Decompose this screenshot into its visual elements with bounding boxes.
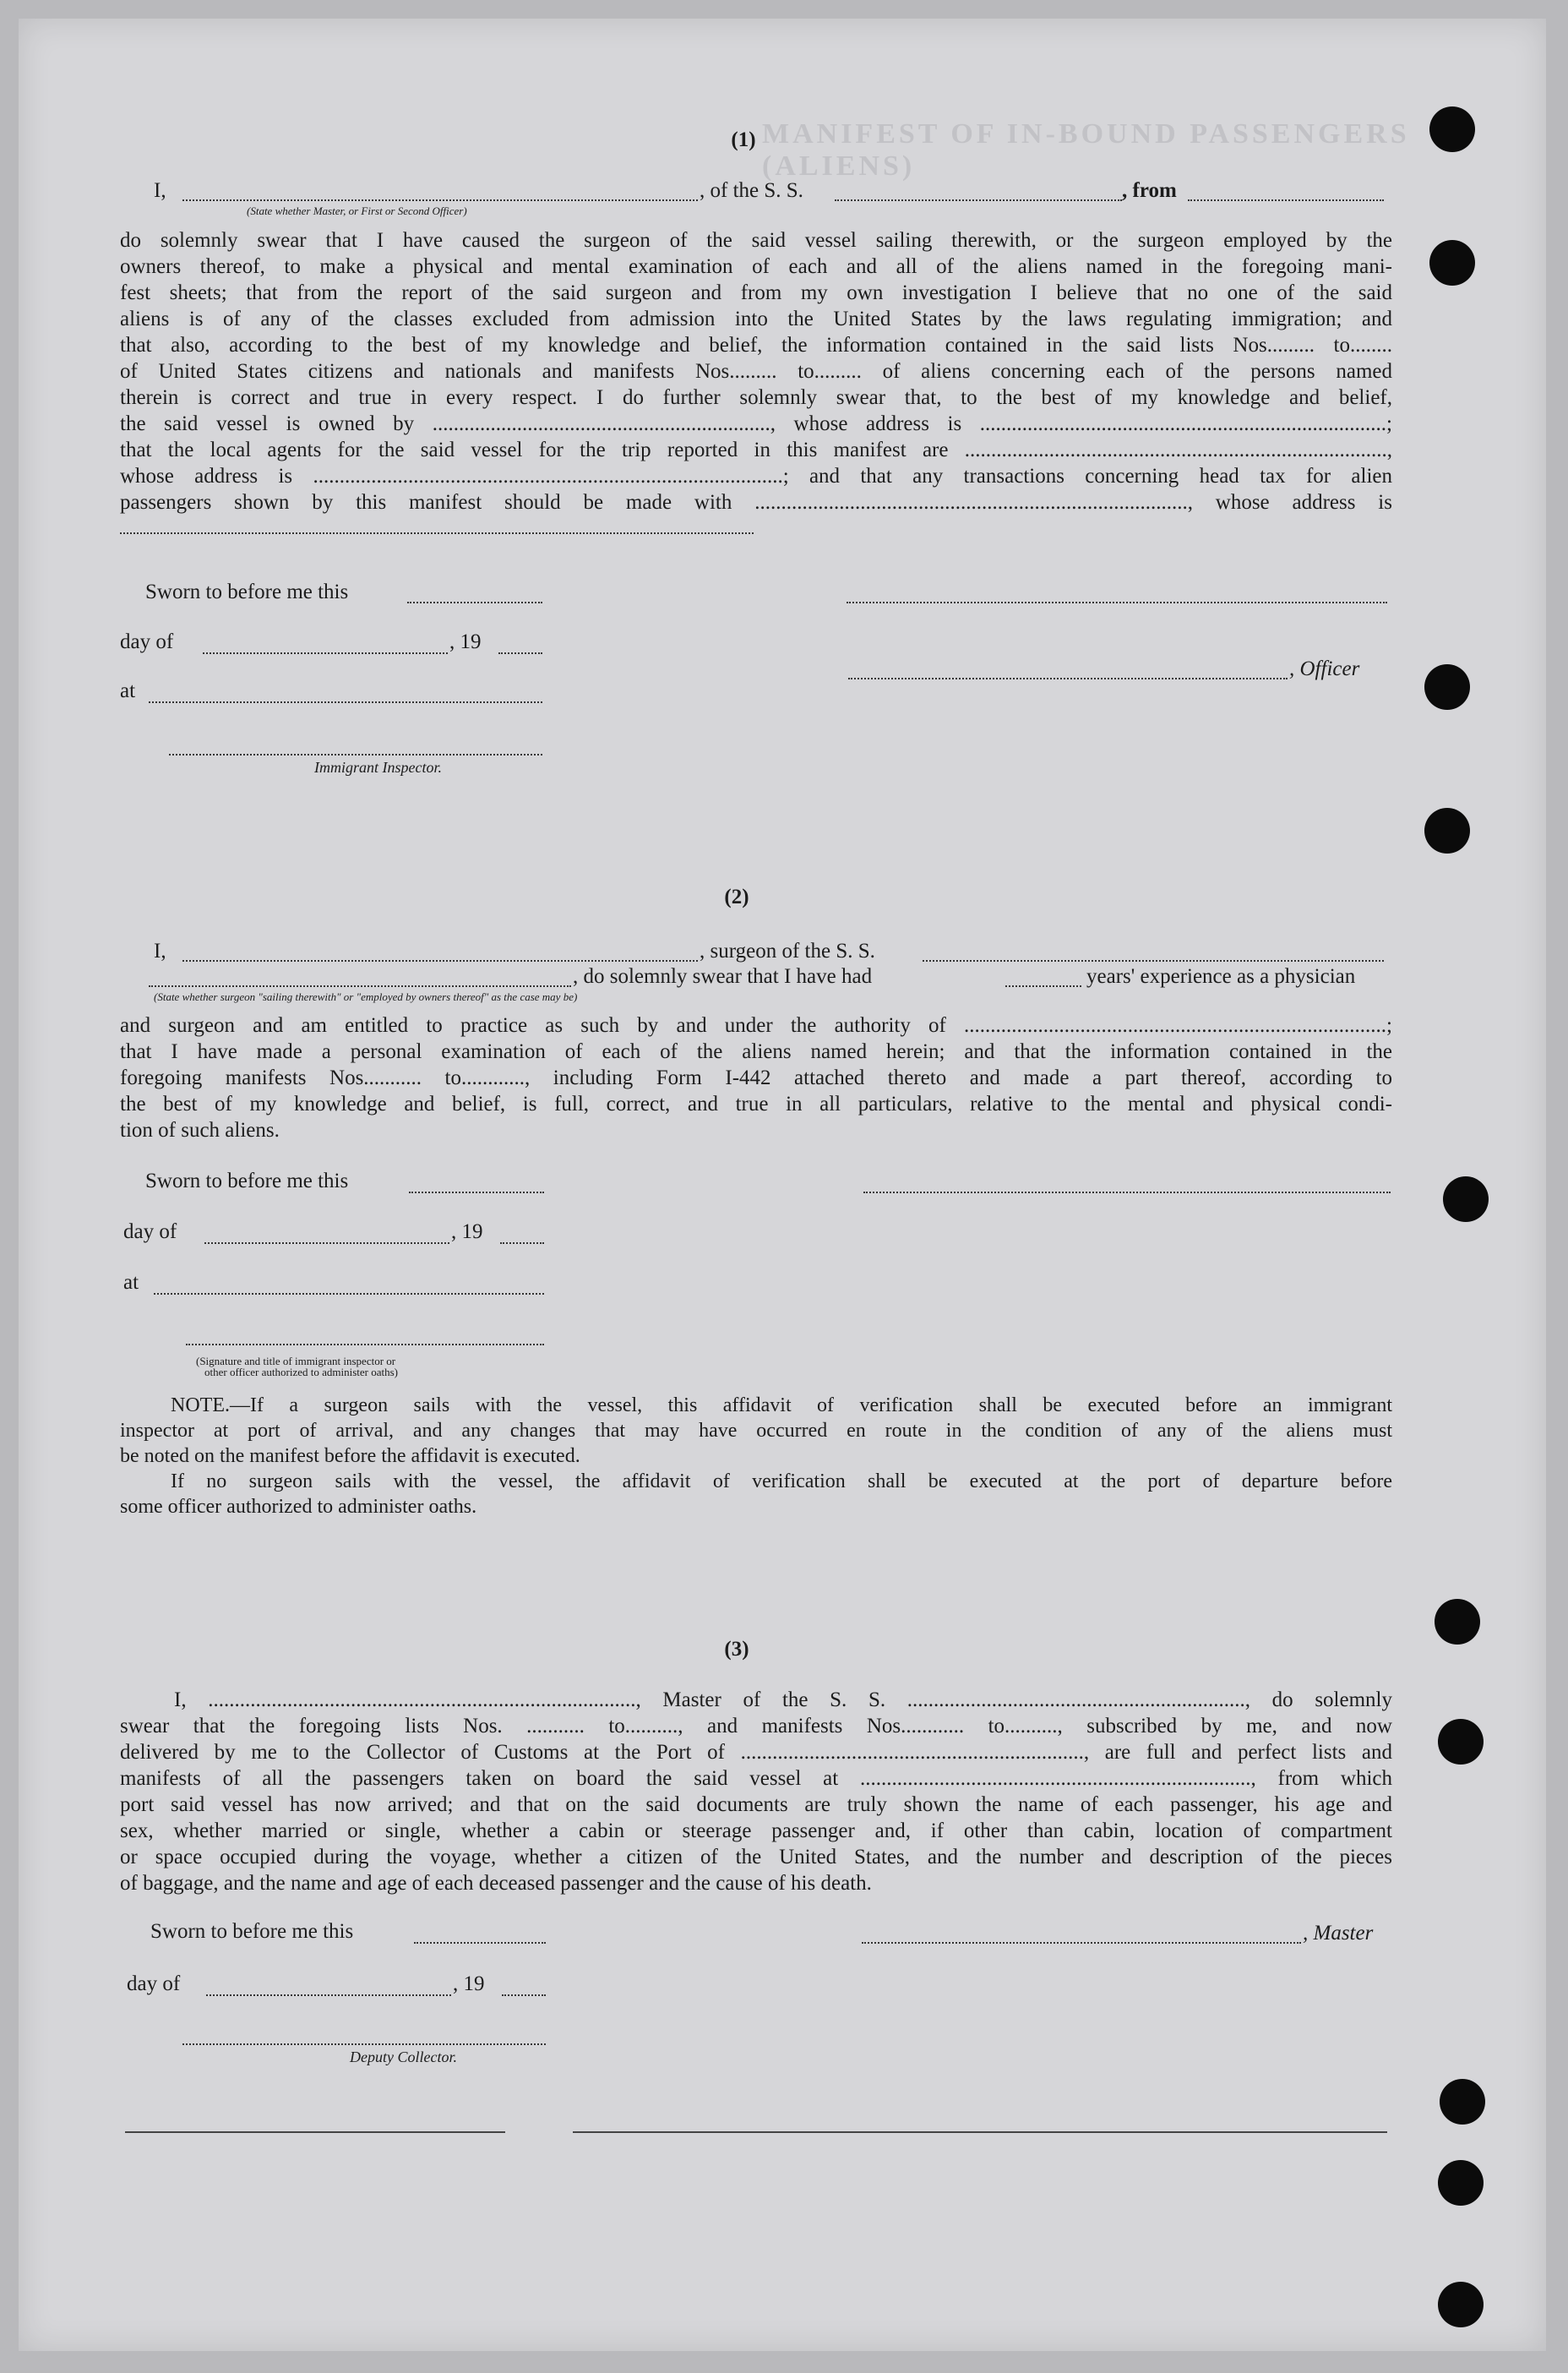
blank-surgeon-name bbox=[182, 960, 698, 962]
sworn-label: Sworn to before me this bbox=[150, 1920, 354, 1943]
blank-vessel-name bbox=[835, 199, 1122, 201]
blank-year bbox=[500, 1242, 544, 1244]
text-line: fest sheets; that from the report of the said surgeon and from my own investigation I believe that no one of the said bbox=[120, 281, 1392, 304]
text-line: that the local agents for the said vessel for the trip reported in this manifest are ................................................................................, bbox=[120, 439, 1392, 461]
blank-inspector-signature bbox=[186, 1344, 544, 1345]
officer-label: , Officer bbox=[1289, 657, 1360, 680]
blank-sworn-day bbox=[414, 1942, 546, 1944]
at-label: at bbox=[120, 679, 136, 702]
punch-hole bbox=[1438, 1719, 1484, 1765]
year-label: , 19 bbox=[451, 1220, 483, 1243]
day-of-label: day of bbox=[127, 1972, 181, 1995]
text-line: foregoing manifests Nos........... to............, including Form I-442 attached thereto and made a part thereof, according to bbox=[120, 1066, 1392, 1089]
note-line: be noted on the manifest before the affidavit is executed. bbox=[120, 1445, 580, 1467]
blank-address-continuation bbox=[120, 532, 754, 534]
section-2-line-i: I, bbox=[154, 940, 166, 963]
section-1-oath-text bbox=[120, 227, 1392, 516]
text-line: therein is correct and true in every respect. I do further solemnly swear that, to the best of my knowledge and belief, bbox=[120, 386, 1392, 409]
blank-month bbox=[204, 1242, 449, 1244]
text-line: I, ................................................................................., Master of the S. S. ................................................................, do solemnly bbox=[174, 1688, 1392, 1711]
punch-hole bbox=[1443, 1176, 1489, 1222]
blank-inspector-signature bbox=[169, 754, 542, 756]
day-of-label: day of bbox=[123, 1220, 177, 1243]
text-line: sex, whether married or single, whether a cabin or steerage passenger and, if other than cabin, location of compartment bbox=[120, 1819, 1392, 1842]
blank-vessel-name-2 bbox=[923, 960, 1384, 962]
note-line: NOTE.—If a surgeon sails with the vessel, this affidavit of verification shall be executed before an immigrant bbox=[171, 1394, 1392, 1416]
section-2-state-note: (State whether surgeon "sailing therewith" or "employed by owners thereof" as the case may be) bbox=[154, 990, 578, 1003]
text-line: the best of my knowledge and belief, is full, correct, and true in all particulars, relative to the mental and physical condi- bbox=[120, 1093, 1392, 1116]
section-1-of-ss: , of the S. S. bbox=[700, 179, 803, 202]
bottom-rule-right bbox=[573, 2131, 1387, 2133]
text-line: port said vessel has now arrived; and that on the said documents are truly shown the name of each passenger, his age and bbox=[120, 1793, 1392, 1816]
blank-collector-signature bbox=[182, 2043, 546, 2045]
punch-hole bbox=[1429, 106, 1475, 152]
punch-hole bbox=[1440, 2079, 1485, 2125]
blank-officer-signature-top bbox=[847, 602, 1387, 603]
note-line: some officer authorized to administer oaths. bbox=[120, 1496, 477, 1518]
section-3-oath-text bbox=[120, 1687, 1392, 1896]
form-page bbox=[19, 19, 1546, 2351]
blank-officer-signature bbox=[848, 678, 1288, 679]
text-line: owners thereof, to make a physical and mental examination of each and all of the aliens named in the foregoing mani- bbox=[120, 255, 1392, 278]
text-line: the said vessel is owned by ................................................................, whose address is .............................................................................; bbox=[120, 412, 1392, 435]
blank-signature-top bbox=[863, 1192, 1391, 1193]
blank-sworn-day bbox=[409, 1192, 544, 1193]
bleed-through-header: MANIFEST OF IN-BOUND PASSENGERS (ALIENS) bbox=[762, 118, 1410, 182]
section-1-from: , from bbox=[1122, 179, 1177, 202]
section-1-line-i: I, bbox=[154, 179, 166, 202]
at-label: at bbox=[123, 1271, 139, 1294]
section-2-surgeon: , surgeon of the S. S. bbox=[700, 940, 875, 963]
section-2-oath-text bbox=[120, 1012, 1392, 1143]
text-line: that I have made a personal examination of each of the aliens named herein; and that the information contained in the bbox=[120, 1040, 1392, 1063]
text-line: whose address is .........................................................................................; and that any transactions concerning head tax for alien bbox=[120, 465, 1392, 488]
blank-year bbox=[502, 1994, 546, 1996]
blank-month bbox=[203, 652, 448, 654]
section-2-swear: , do solemnly swear that I have had bbox=[573, 965, 873, 988]
punch-hole bbox=[1438, 2282, 1484, 2327]
inspector-label: Immigrant Inspector. bbox=[314, 759, 442, 776]
text-line: that also, according to the best of my knowledge and belief, the information contained in the said lists Nos......... to........ bbox=[120, 334, 1392, 357]
section-1-state-note: (State whether Master, or First or Second Officer) bbox=[247, 205, 467, 217]
day-of-label: day of bbox=[120, 630, 174, 653]
punch-hole bbox=[1424, 664, 1470, 710]
section-1-number: (1) bbox=[731, 128, 756, 151]
sworn-label: Sworn to before me this bbox=[145, 581, 349, 603]
punch-hole bbox=[1429, 240, 1475, 286]
text-line: passengers shown by this manifest should be made with .................................................................................., whose address is bbox=[120, 491, 1392, 514]
text-line: swear that the foregoing lists Nos. ........... to.........., and manifests Nos............ to.........., subscribed by me, and now bbox=[120, 1715, 1392, 1737]
blank-at-place bbox=[149, 701, 542, 703]
year-label: , 19 bbox=[449, 630, 482, 653]
year-label: , 19 bbox=[453, 1972, 485, 1995]
collector-label: Deputy Collector. bbox=[350, 2048, 457, 2065]
section-2-note bbox=[120, 1393, 1392, 1519]
blank-surgeon-status bbox=[149, 985, 571, 987]
text-line: do solemnly swear that I have caused the surgeon of the said vessel sailing therewith, or the surgeon employed by the bbox=[120, 229, 1392, 252]
text-line: aliens is of any of the classes excluded from admission into the United States by the laws regulating immigration; and bbox=[120, 308, 1392, 330]
note-line: If no surgeon sails with the vessel, the affidavit of verification shall be executed at the port of departure before bbox=[171, 1470, 1392, 1492]
blank-years bbox=[1005, 985, 1081, 987]
section-3-number: (3) bbox=[724, 1638, 749, 1661]
text-line: delivered by me to the Collector of Customs at the Port of ................................................................., are full and perfect lists and bbox=[120, 1741, 1392, 1764]
text-line: tion of such aliens. bbox=[120, 1119, 280, 1142]
master-label: , Master bbox=[1303, 1922, 1374, 1945]
blank-officer-name bbox=[182, 199, 698, 201]
blank-master-signature bbox=[862, 1942, 1301, 1944]
note-line: inspector at port of arrival, and any changes that may have occurred en route in the condition of any of the aliens must bbox=[120, 1420, 1392, 1442]
blank-year bbox=[498, 652, 542, 654]
signature-note-line: other officer authorized to administer oaths) bbox=[204, 1366, 398, 1378]
punch-hole bbox=[1435, 1599, 1480, 1645]
text-line: and surgeon and am entitled to practice as such by and under the authority of ................................................................................; bbox=[120, 1014, 1392, 1037]
punch-hole bbox=[1424, 808, 1470, 854]
section-2-years: years' experience as a physician bbox=[1086, 965, 1356, 988]
section-2-number: (2) bbox=[724, 886, 749, 908]
signature-note bbox=[196, 1356, 398, 1377]
punch-hole bbox=[1438, 2160, 1484, 2206]
sworn-label: Sworn to before me this bbox=[145, 1170, 349, 1192]
text-line: of United States citizens and nationals and manifests Nos......... to......... of aliens concerning each of the persons named bbox=[120, 360, 1392, 383]
blank-sworn-day bbox=[407, 602, 542, 603]
blank-from-port bbox=[1188, 199, 1384, 201]
blank-at-place bbox=[154, 1293, 544, 1295]
text-line: manifests of all the passengers taken on board the said vessel at .........................................................................., from which bbox=[120, 1767, 1392, 1790]
blank-month bbox=[206, 1994, 451, 1996]
bottom-rule-left bbox=[125, 2131, 505, 2133]
text-line: of baggage, and the name and age of each deceased passenger and the cause of his death. bbox=[120, 1872, 872, 1895]
signature-note-line: (Signature and title of immigrant inspector or bbox=[196, 1355, 396, 1367]
text-line: or space occupied during the voyage, whether a citizen of the United States, and the number and description of the pieces bbox=[120, 1846, 1392, 1868]
